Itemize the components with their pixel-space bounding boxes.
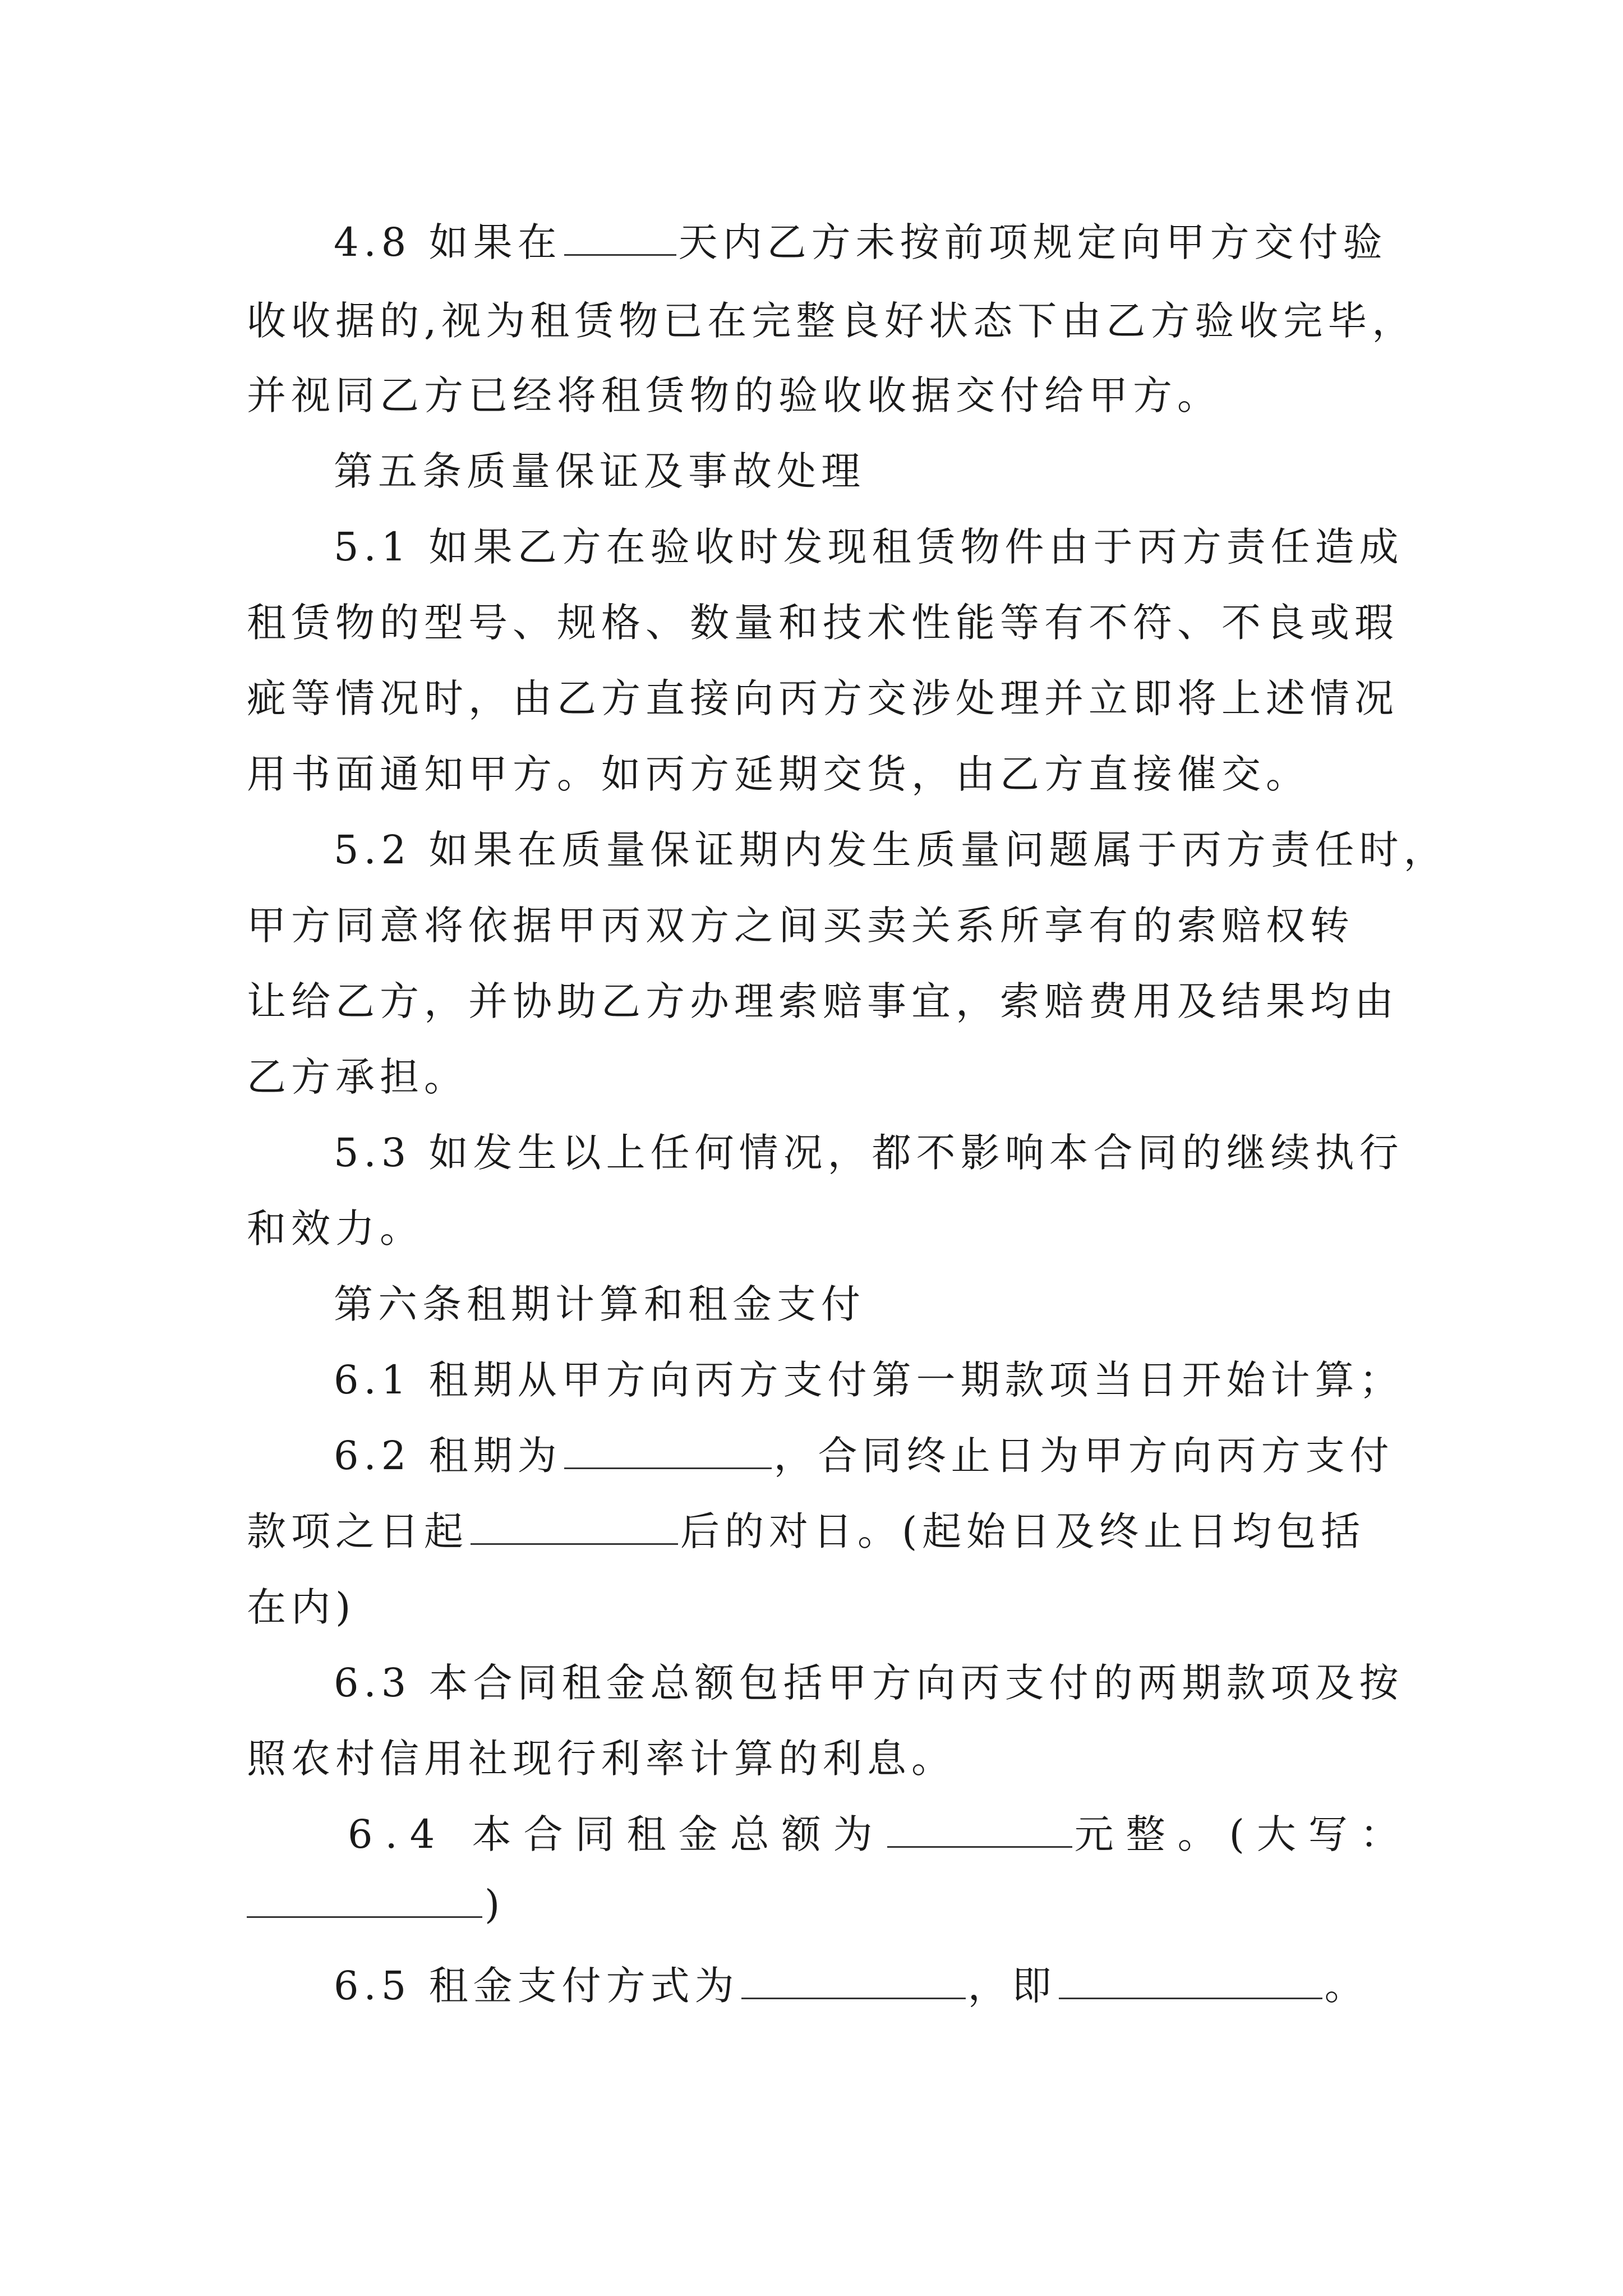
clause-text: 。 [1324, 1963, 1369, 2009]
clause-5-2-line-3: 让给乙方，并协助乙方办理索赔事宜，索赔费用及结果均由 [247, 978, 1399, 1024]
clause-text: 元整。(大写： [1074, 1811, 1412, 1857]
blank-total-rent-words [247, 1881, 482, 1918]
clause-text: 4.8 如果在 [334, 219, 562, 265]
clause-6-2-line-1 [334, 1428, 1394, 1484]
clause-6-2-line-2 [247, 1503, 1365, 1559]
clause-text: ，合同终止日为甲方向丙方支付 [773, 1433, 1394, 1479]
clause-text: 6.2 租期为 [334, 1433, 562, 1479]
blank-days [564, 219, 676, 256]
clause-text: 天内乙方未按前项规定向甲方交付验 [678, 219, 1387, 265]
clause-6-5-line-1 [334, 1958, 1369, 2014]
clause-4-8-line-2: 收收据的,视为租赁物已在完整良好状态下由乙方验收完毕， [247, 298, 1417, 344]
clause-text: 6.4 本合同租金总额为 [348, 1811, 885, 1857]
clause-6-4-line-2 [247, 1876, 505, 1932]
article-5-heading: 第五条质量保证及事故处理 [334, 448, 865, 494]
clause-5-1-line-3: 疵等情况时，由乙方直接向丙方交涉处理并立即将上述情况 [247, 675, 1399, 721]
clause-5-1-line-4: 用书面通知甲方。如丙方延期交货，由乙方直接催交。 [247, 751, 1310, 797]
clause-5-1-line-1: 5.1 如果乙方在验收时发现租赁物件由于丙方责任造成 [334, 524, 1404, 570]
blank-lease-term [564, 1433, 772, 1469]
clause-text: 款项之日起 [247, 1508, 468, 1554]
clause-4-8-line-1 [334, 214, 1387, 270]
clause-5-2-line-2: 甲方同意将依据甲丙双方之间买卖关系所享有的索赔权转 [247, 903, 1354, 949]
clause-text: ) [485, 1881, 505, 1927]
clause-5-1-line-2: 租赁物的型号、规格、数量和技术性能等有不符、不良或瑕 [247, 600, 1399, 646]
clause-5-3-line-2: 和效力。 [247, 1205, 424, 1251]
clause-6-3-line-2: 照农村信用社现行利率计算的利息。 [247, 1736, 956, 1782]
clause-text: 后的对日。(起始日及终止日均包括 [680, 1508, 1366, 1554]
clause-5-2-line-4: 乙方承担。 [247, 1054, 468, 1100]
clause-5-3-line-1: 5.3 如发生以上任何情况，都不影响本合同的继续执行 [334, 1130, 1404, 1176]
clause-6-4-line-1 [348, 1806, 1412, 1862]
blank-payment-method [741, 1963, 966, 1999]
clause-6-2-line-3: 在内) [247, 1584, 356, 1630]
clause-6-3-line-1: 6.3 本合同租金总额包括甲方向丙支付的两期款项及按 [334, 1660, 1404, 1706]
blank-payment-detail [1059, 1963, 1322, 1999]
clause-4-8-line-3: 并视同乙方已经将租赁物的验收收据交付给甲方。 [247, 372, 1221, 418]
blank-term-end [471, 1508, 678, 1545]
clause-text: ，即 [967, 1963, 1057, 2009]
clause-6-1-line-1: 6.1 租期从甲方向丙方支付第一期款项当日开始计算； [334, 1357, 1404, 1403]
clause-5-2-line-1: 5.2 如果在质量保证期内发生质量问题属于丙方责任时， [334, 827, 1448, 873]
blank-total-rent [887, 1811, 1072, 1848]
clause-text: 6.5 租金支付方式为 [334, 1963, 739, 2009]
article-6-heading: 第六条租期计算和租金支付 [334, 1281, 865, 1327]
